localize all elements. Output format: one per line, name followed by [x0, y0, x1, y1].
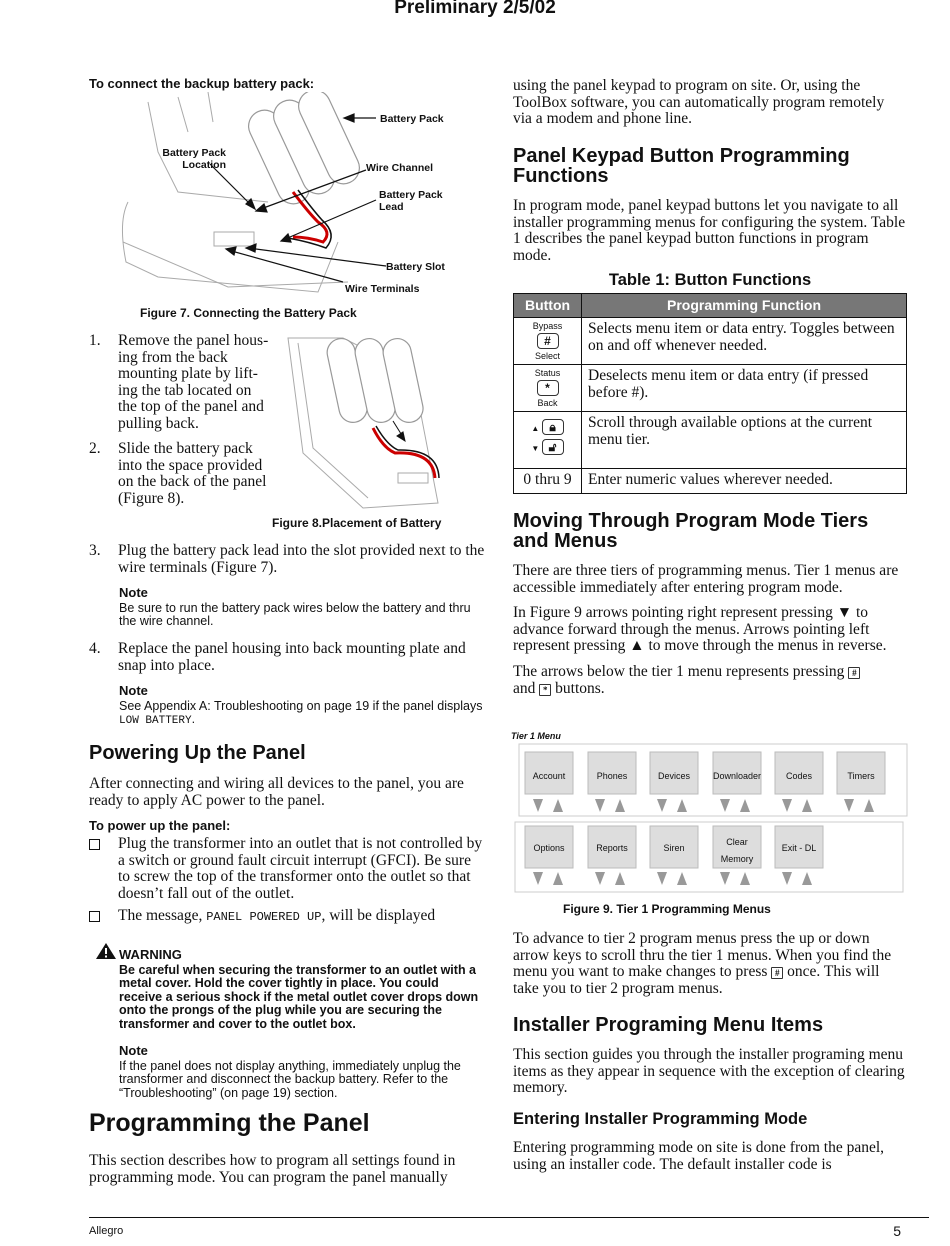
- table-row: [514, 365, 907, 412]
- table-header: Programming Function: [582, 294, 907, 318]
- step-text: Plug the battery pack lead into the slot provided next to the wire terminals (Figure 7).: [118, 542, 485, 576]
- step-number: 3.: [89, 542, 101, 559]
- menu-tab-phones: Phones: [596, 771, 628, 781]
- key-bottom-label: Select: [534, 351, 560, 361]
- step-line: the top of the panel and: [118, 398, 264, 415]
- right-intro: using the panel keypad to program on site. Or, using the ToolBox software, you can automatically program remotely via a modem and phone line.: [513, 77, 885, 127]
- text-span: In Figure 9 arrows pointing right represent pressing: [513, 604, 837, 621]
- star-key-icon: *: [539, 684, 551, 696]
- entering-text: Entering programming mode on site is done from the panel, using an installer code. The default installer code is: [513, 1139, 885, 1173]
- step-line: Slide the battery pack: [118, 440, 253, 457]
- table-header-row: [514, 294, 907, 318]
- step-number: 4.: [89, 640, 101, 657]
- table-row: ▲ 🔒︎ ▼ 🔓︎ Scroll through available options at the current menu tier.: [514, 412, 907, 469]
- tiers-heading: Moving Through Program Mode Tiers and Menus: [513, 510, 869, 552]
- step-line: ing the tab located on: [118, 381, 252, 399]
- tier1-label: Tier 1 Menu: [511, 731, 561, 741]
- page-header: Preliminary 2/5/02: [394, 0, 556, 18]
- note-title: Note: [119, 1043, 148, 1058]
- bullet-2: [89, 908, 484, 926]
- power-subheading: To power up the panel:: [89, 818, 231, 833]
- hash-key-icon: #: [848, 667, 860, 679]
- bullet-1: [89, 836, 484, 902]
- battery-placement-figure: [283, 333, 453, 513]
- note-2: [119, 683, 484, 729]
- checkbox-icon: [89, 839, 100, 850]
- menu-tab-downloader: Downloader: [712, 771, 762, 781]
- text-span: To advance to tier 2 program menus press the up or down arrow keys to scroll thru the tier 1 menus. When you find the menu you want to make changes to press: [513, 930, 892, 980]
- label-battery-slot: Battery Slot: [386, 261, 445, 273]
- page-number: 5: [893, 1223, 901, 1239]
- bullet-code: PANEL POWERED UP: [206, 910, 322, 924]
- powering-intro: After connecting and wiring all devices to the panel, you are ready to apply AC power to the panel.: [89, 775, 464, 809]
- step-1: [89, 333, 284, 432]
- menu-tab-devices: Devices: [657, 771, 690, 781]
- function-cell: Deselects menu item or data entry (if pressed before #).: [582, 365, 907, 412]
- installer-text: This section guides you through the installer programing menu items as they appear in sequence with the exception of clearing memory.: [513, 1046, 905, 1096]
- note-title: Note: [119, 683, 148, 698]
- menu-tab-reports: Reports: [596, 843, 628, 853]
- step-number: 1.: [89, 332, 101, 349]
- tiers-paragraph-3: [513, 664, 907, 698]
- bullet-text-end: , will be displayed: [321, 907, 436, 924]
- lock-key-icon: 🔒︎: [542, 419, 564, 435]
- footer: [89, 1217, 929, 1239]
- menu-tab-siren: Siren: [663, 843, 685, 853]
- table-title: Table 1: Button Functions: [608, 271, 812, 289]
- function-cell: Scroll through available options at the current menu tier.: [582, 412, 907, 469]
- menu-tab-clear-memory: Clear Memory: [720, 837, 754, 864]
- function-cell: Selects menu item or data entry. Toggles between on and off whenever needed.: [582, 318, 907, 365]
- installer-heading: Installer Programing Menu Items: [513, 1014, 824, 1036]
- step-line: pulling back.: [118, 414, 199, 432]
- step-line: on the back of the panel: [118, 473, 267, 490]
- table-header: Button: [514, 294, 582, 318]
- star-key-icon: *: [537, 380, 559, 396]
- warning-title: WARNING: [119, 947, 182, 962]
- menu-tab-exit-dl: Exit - DL: [781, 843, 817, 853]
- step-2: [89, 441, 284, 507]
- tier1-menu-figure: [513, 742, 910, 894]
- warning-text: Be careful when securing the transformer to an outlet with a metal cover. Hold the cover tightly in place. You could receive a serious shock if the metal outlet cover drops down onto the prongs of the plug while you are securing the transformer and cover to the outlet box.: [119, 962, 479, 1031]
- step-line: (Figure 8).: [118, 489, 185, 507]
- note-code: LOW BATTERY: [119, 715, 192, 727]
- powering-heading: Powering Up the Panel: [89, 742, 306, 764]
- note-text-end: .: [191, 712, 196, 726]
- text-span: once. This will take you to tier 2 program menus.: [513, 963, 880, 997]
- label-wire-terminals: Wire Terminals: [345, 283, 420, 295]
- warning-block: [95, 942, 485, 1031]
- button-functions-table: [513, 293, 907, 494]
- text-span: The arrows below the tier 1 menu represents pressing: [513, 663, 849, 680]
- tiers-paragraph-1: There are three tiers of programming menus. Tier 1 menus are accessible immediately after entering program mode.: [513, 562, 899, 596]
- note-text: Be sure to run the battery pack wires below the battery and thru the wire channel.: [119, 600, 471, 628]
- figure7-caption: Figure 7. Connecting the Battery Pack: [140, 306, 357, 320]
- up-arrow-icon: ▲: [629, 637, 645, 654]
- step-4: [89, 641, 489, 674]
- keypad-text: In program mode, panel keypad buttons let you navigate to all installer programming menus for configuring the system. Table 1 describes the panel keypad button functions in program mode.: [513, 197, 906, 264]
- menu-tab-options: Options: [533, 843, 565, 853]
- label-wire-channel: Wire Channel: [366, 162, 433, 174]
- programming-text: This section describes how to program all settings found in programming mode. You can program the panel manually: [89, 1152, 456, 1186]
- menu-tab-codes: Codes: [785, 771, 812, 781]
- note-text: See Appendix A: Troubleshooting on page 19 if the panel displays: [119, 698, 483, 713]
- advance-text: [513, 931, 907, 998]
- note-title: Note: [119, 585, 148, 600]
- entering-heading: Entering Installer Programming Mode: [513, 1110, 808, 1128]
- step-line: into the space provided: [118, 456, 263, 474]
- warning-icon: [95, 942, 117, 960]
- figure9-caption: Figure 9. Tier 1 Programming Menus: [563, 902, 771, 916]
- key-top-label: Status: [534, 368, 561, 378]
- note-1: [119, 585, 484, 629]
- step-3: [89, 543, 489, 576]
- tiers-paragraph-2: [513, 605, 907, 655]
- step-line: ing from the back: [118, 348, 228, 366]
- programming-heading: Programming the Panel: [89, 1109, 370, 1137]
- key-cell: 0 thru 9: [514, 469, 582, 494]
- footer-product: Allegro: [89, 1225, 124, 1237]
- down-arrow-icon: ▼: [836, 604, 853, 621]
- step-text: Replace the panel housing into back mounting plate and snap into place.: [118, 640, 466, 674]
- label-battery-pack-location: Battery Pack Location: [162, 147, 226, 171]
- text-span: to move through the menus in reverse.: [644, 637, 887, 654]
- step-line: Remove the panel hous-: [118, 332, 269, 349]
- note-3: [119, 1043, 484, 1100]
- menu-tab-account: Account: [532, 771, 566, 781]
- text-span: to advance forward through the menus. Arrows pointing left represent pressing: [513, 604, 870, 654]
- figure8-caption: Figure 8.Placement of Battery: [272, 516, 442, 530]
- checkbox-icon: [89, 911, 100, 922]
- text-span: and: [513, 680, 540, 697]
- unlock-key-icon: 🔓︎: [542, 439, 564, 455]
- keypad-heading: Panel Keypad Button Programming Functions: [513, 145, 850, 187]
- hash-key-icon: #: [771, 967, 783, 979]
- menu-tab-timers: Timers: [847, 771, 875, 781]
- note-text: If the panel does not display anything, immediately unplug the transformer and disconnect the backup battery. Refer to the “Troubleshooting” (on page 19) section.: [119, 1058, 461, 1100]
- text-span: buttons.: [551, 680, 605, 697]
- table-row: [514, 318, 907, 365]
- bullet-text: The message,: [118, 907, 207, 924]
- step-line: mounting plate by lift-: [118, 365, 258, 382]
- bullet-text: Plug the transformer into an outlet that is not controlled by a switch or ground fault circuit interrupt (GFCI). Be sure to screw the top of the transformer onto the outlet so that doesn’t fall out of the outlet.: [118, 835, 483, 902]
- label-battery-pack: Battery Pack: [380, 113, 444, 125]
- table-row: [514, 469, 907, 494]
- hash-key-icon: #: [537, 333, 559, 349]
- function-cell: Enter numeric values wherever needed.: [582, 469, 907, 494]
- label-battery-pack-lead: Battery Pack Lead: [379, 189, 443, 213]
- key-top-label: Bypass: [532, 321, 563, 331]
- key-bottom-label: Back: [537, 398, 558, 408]
- step-number: 2.: [89, 440, 101, 457]
- connect-heading: To connect the backup battery pack:: [89, 76, 315, 91]
